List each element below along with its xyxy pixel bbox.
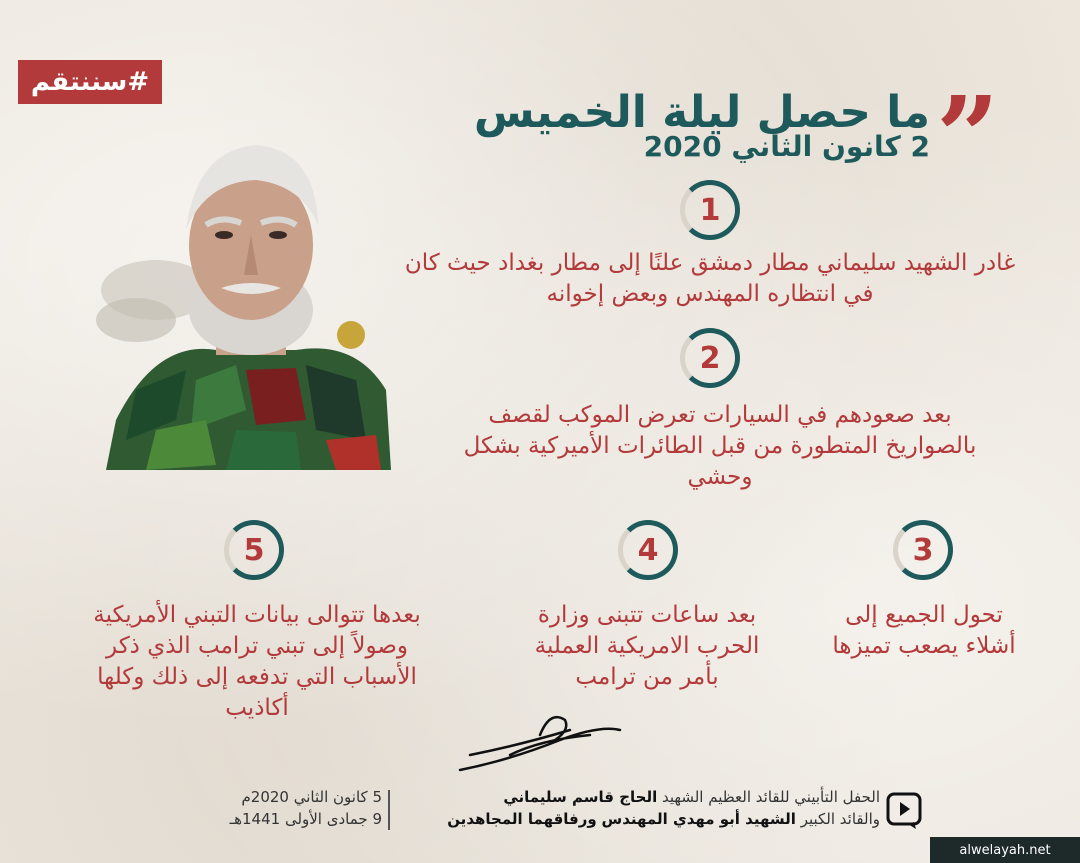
footer-line1-prefix: الحفل التأبيني للقائد العظيم الشهيد xyxy=(662,788,880,806)
step-text-3: تحول الجميع إلى أشلاء يصعب تميزها xyxy=(832,602,1016,659)
footer-date-hijri: 9 جمادى الأولى 1441هـ xyxy=(229,810,382,828)
footer-date-gregorian: 5 كانون الثاني 2020م xyxy=(241,788,382,806)
page-title: ما حصل ليلة الخميس xyxy=(473,87,930,138)
portrait-illustration xyxy=(96,120,396,480)
footer-divider xyxy=(388,790,390,830)
footer-line1-name: الحاج قاسم سليماني xyxy=(503,788,658,806)
footer-caption xyxy=(400,786,880,830)
step-text-2: بعد صعودهم في السيارات تعرض الموكب لقصف بالصواريخ المتطورة من قبل الطائرات الأميركية بشكل وحشي xyxy=(463,402,977,490)
step-text-1: غادر الشهيد سليماني مطار دمشق علنًا إلى مطار بغداد حيث كان في انتظاره المهندس وبعض إخوانه xyxy=(404,250,1016,307)
hashtag-badge: #سننتقم xyxy=(18,60,162,104)
step-text-5: بعدها تتوالى بيانات التبني الأمريكية وصولاً إلى تبني ترامب الذي ذكر الأسباب التي تدفعه إلى ذلك وكلها أكاذيب xyxy=(93,602,421,721)
step-number-5: 5 xyxy=(224,520,284,580)
footer xyxy=(0,780,1080,840)
page-subtitle: 2 كانون الثاني 2020 xyxy=(643,130,930,163)
footer-line2-prefix: والقائد الكبير xyxy=(800,810,880,828)
step-number-1: 1 xyxy=(680,180,740,240)
step-text-4: بعد ساعات تتبنى وزارة الحرب الامريكية العملية بأمر من ترامب xyxy=(534,602,760,690)
quote-icon: ” xyxy=(936,72,1000,201)
footer-line2-suffix: ورفاقهما المجاهدين xyxy=(447,810,597,828)
step-number-2: 2 xyxy=(680,328,740,388)
footer-dates xyxy=(182,786,382,830)
signature xyxy=(450,700,630,780)
step-number-3: 3 xyxy=(893,520,953,580)
step-number-4: 4 xyxy=(618,520,678,580)
site-link[interactable]: alwelayah.net xyxy=(930,837,1080,863)
footer-line2-name: الشهيد أبو مهدي المهندس xyxy=(601,810,796,828)
